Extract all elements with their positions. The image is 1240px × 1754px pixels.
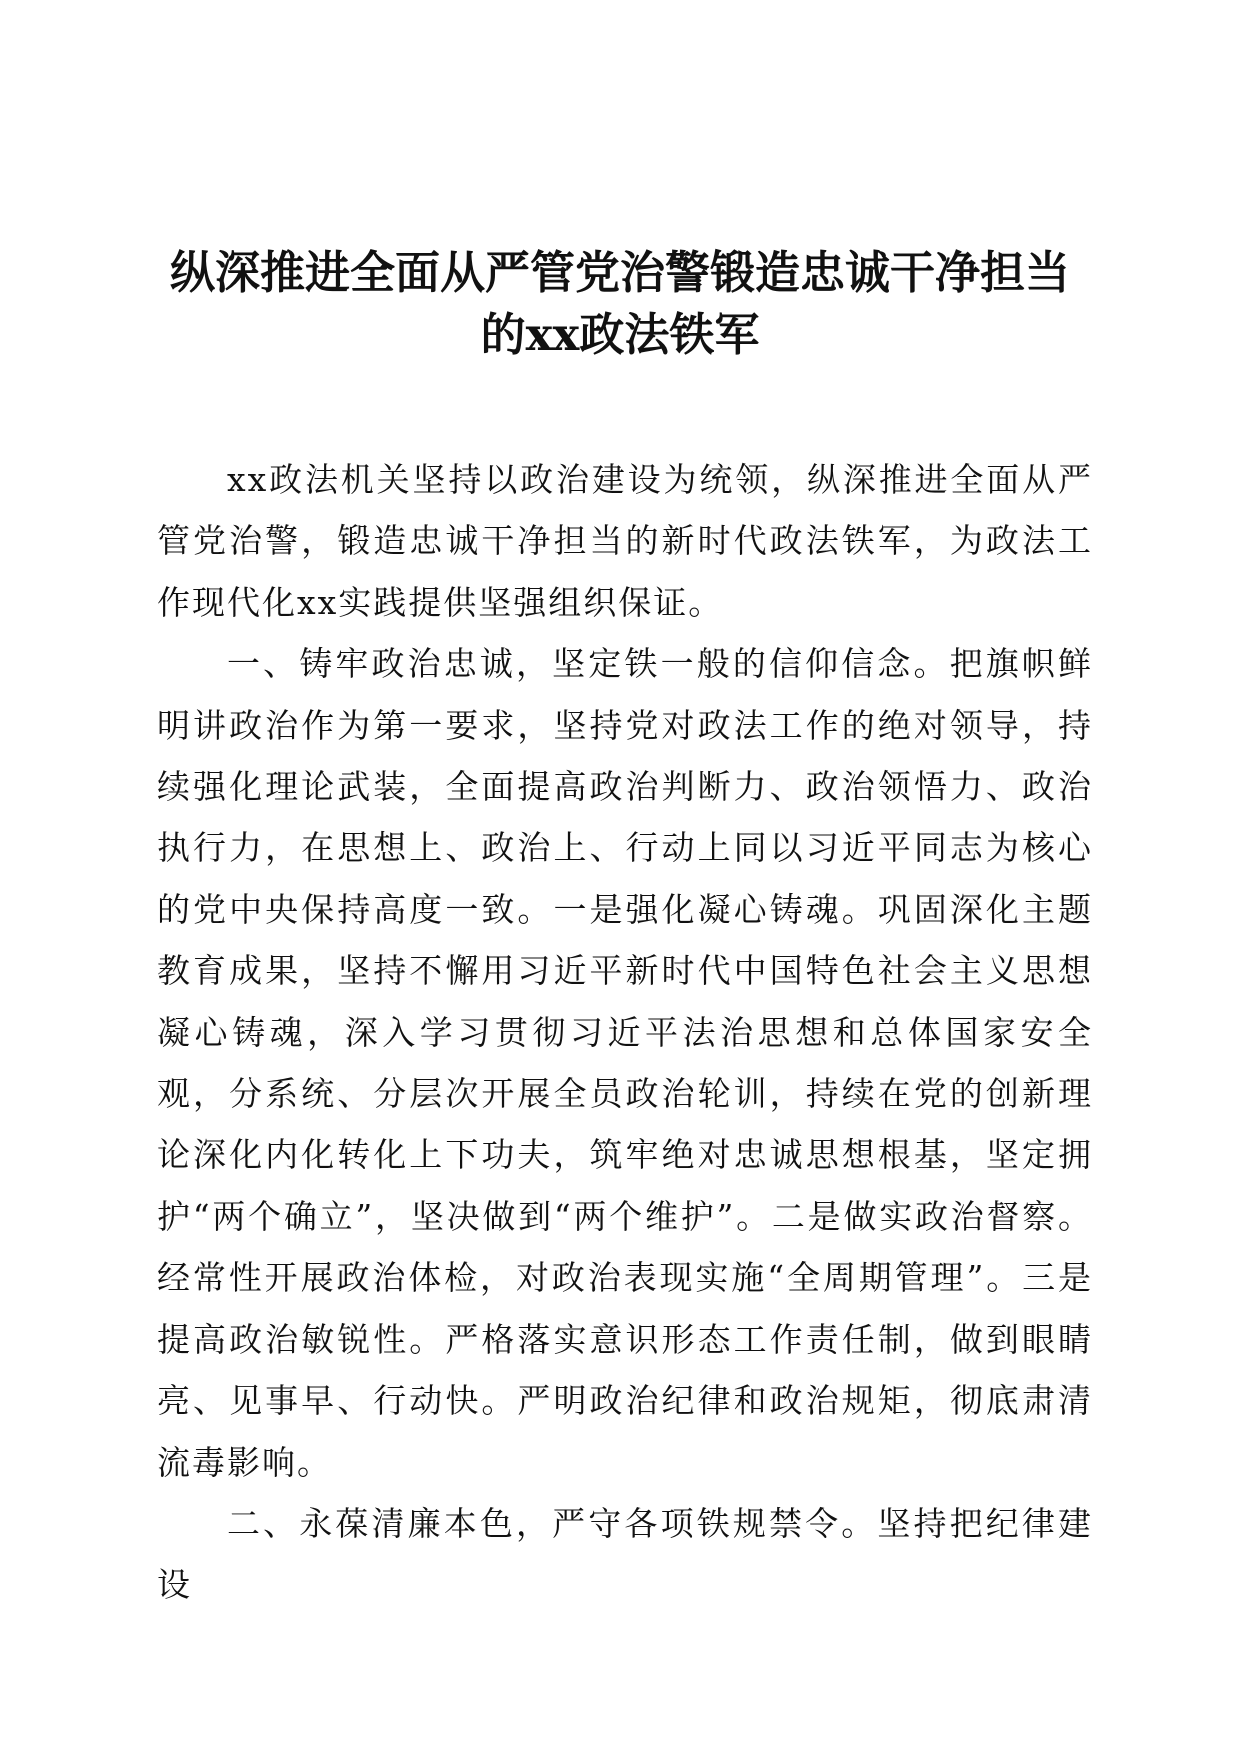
intro-paragraph: xx政法机关坚持以政治建设为统领，纵深推进全面从严管党治警，锻造忠诚干净担当的新时代政法铁军，为政法工作现代化xx实践提供坚强组织保证。 bbox=[157, 460, 1093, 622]
section-two-paragraph: 二、永葆清廉本色，严守各项铁规禁令。坚持把纪律建设 bbox=[157, 1503, 1093, 1605]
document-body bbox=[157, 449, 1093, 1616]
title-line-2: 的xx政法铁军 bbox=[480, 308, 760, 361]
document-title bbox=[150, 242, 1090, 366]
title-line-1: 纵深推进全面从严管党治警锻造忠诚干净担当 bbox=[169, 246, 1070, 299]
section-one-paragraph: 一、铸牢政治忠诚，坚定铁一般的信仰信念。把旗帜鲜明讲政治作为第一要求，坚持党对政法工作的绝对领导，持续强化理论武装，全面提高政治判断力、政治领悟力、政治执行力，在思想上、政治上、行动上同以习近平同志为核心的党中央保持高度一致。一是强化凝心铸魂。巩固深化主题教育成果，坚持不懈用习近平新时代中国特色社会主义思想凝心铸魂，深入学习贯彻习近平法治思想和总体国家安全观，分系统、分层次开展全员政治轮训，持续在党的创新理论深化内化转化上下功夫，筑牢绝对忠诚思想根基，坚定拥护“两个确立”，坚决做到“两个维护”。二是做实政治督察。经常性开展政治体检，对政治表现实施“全周期管理”。三是提高政治敏锐性。严格落实意识形态工作责任制，做到眼睛亮、见事早、行动快。严明政治纪律和政治规矩，彻底肃清流毒影响。 bbox=[157, 644, 1093, 1482]
